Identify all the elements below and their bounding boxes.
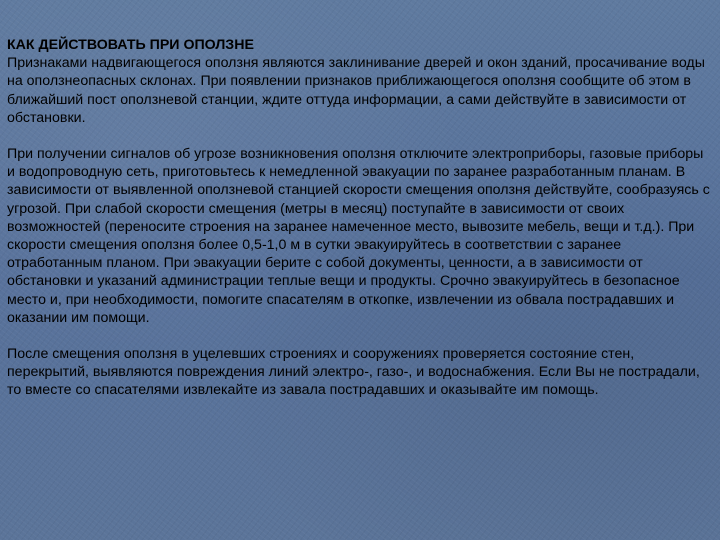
slide-content: [7, 36, 713, 400]
paragraph-warning-signs: Признаками надвигающегося оползня являются заклинивание дверей и окон зданий, просачивание воды на оползнеопасных склонах. При появлении признаков приближающегося оползня сообщите об этом в ближайший пост оползневой станции, ждите оттуда информации, а сами действуйте в зависимости от обстановки.: [7, 55, 705, 126]
paragraph-spacer: [7, 127, 713, 145]
paragraph-spacer: [7, 327, 713, 345]
paragraph-after-landslide: После смещения оползня в уцелевших строениях и сооружениях проверяется состояние стен, перекрытий, выявляются повреждения линий электро-, газо-, и водоснабжения. Если Вы не пострадали, то вместе со спасателями извлекайте из завала пострадавших и оказывайте им помощь.: [7, 346, 700, 399]
paragraph-evacuation: При получении сигналов об угрозе возникновения оползня отключите электроприборы, газовые приборы и водопроводную сеть, приготовьтесь к немедленной эвакуации по заранее разработанным планам. В зависимости от выявленной оползневой станцией скорости смещения оползня действуйте, сообразуясь с угрозой. При слабой скорости смещения (метры в месяц) поступайте в зависимости от своих возможностей (переносите строения на заранее намеченное место, вывозите мебель, вещи и т.д.). При скорости смещения оползня более 0,5-1,0 м в сутки эвакуируйтесь в соответствии с заранее отработанным планом. При эвакуации берите с собой документы, ценности, а в зависимости от обстановки и указаний администрации теплые вещи и продукты. Срочно эвакуируйтесь в безопасное место и, при необходимости, помогите спасателям в откопке, извлечении из обвала пострадавших и оказании им помощи.: [7, 146, 710, 326]
slide-title: КАК ДЕЙСТВОВАТЬ ПРИ ОПОЛЗНЕ: [7, 37, 254, 53]
